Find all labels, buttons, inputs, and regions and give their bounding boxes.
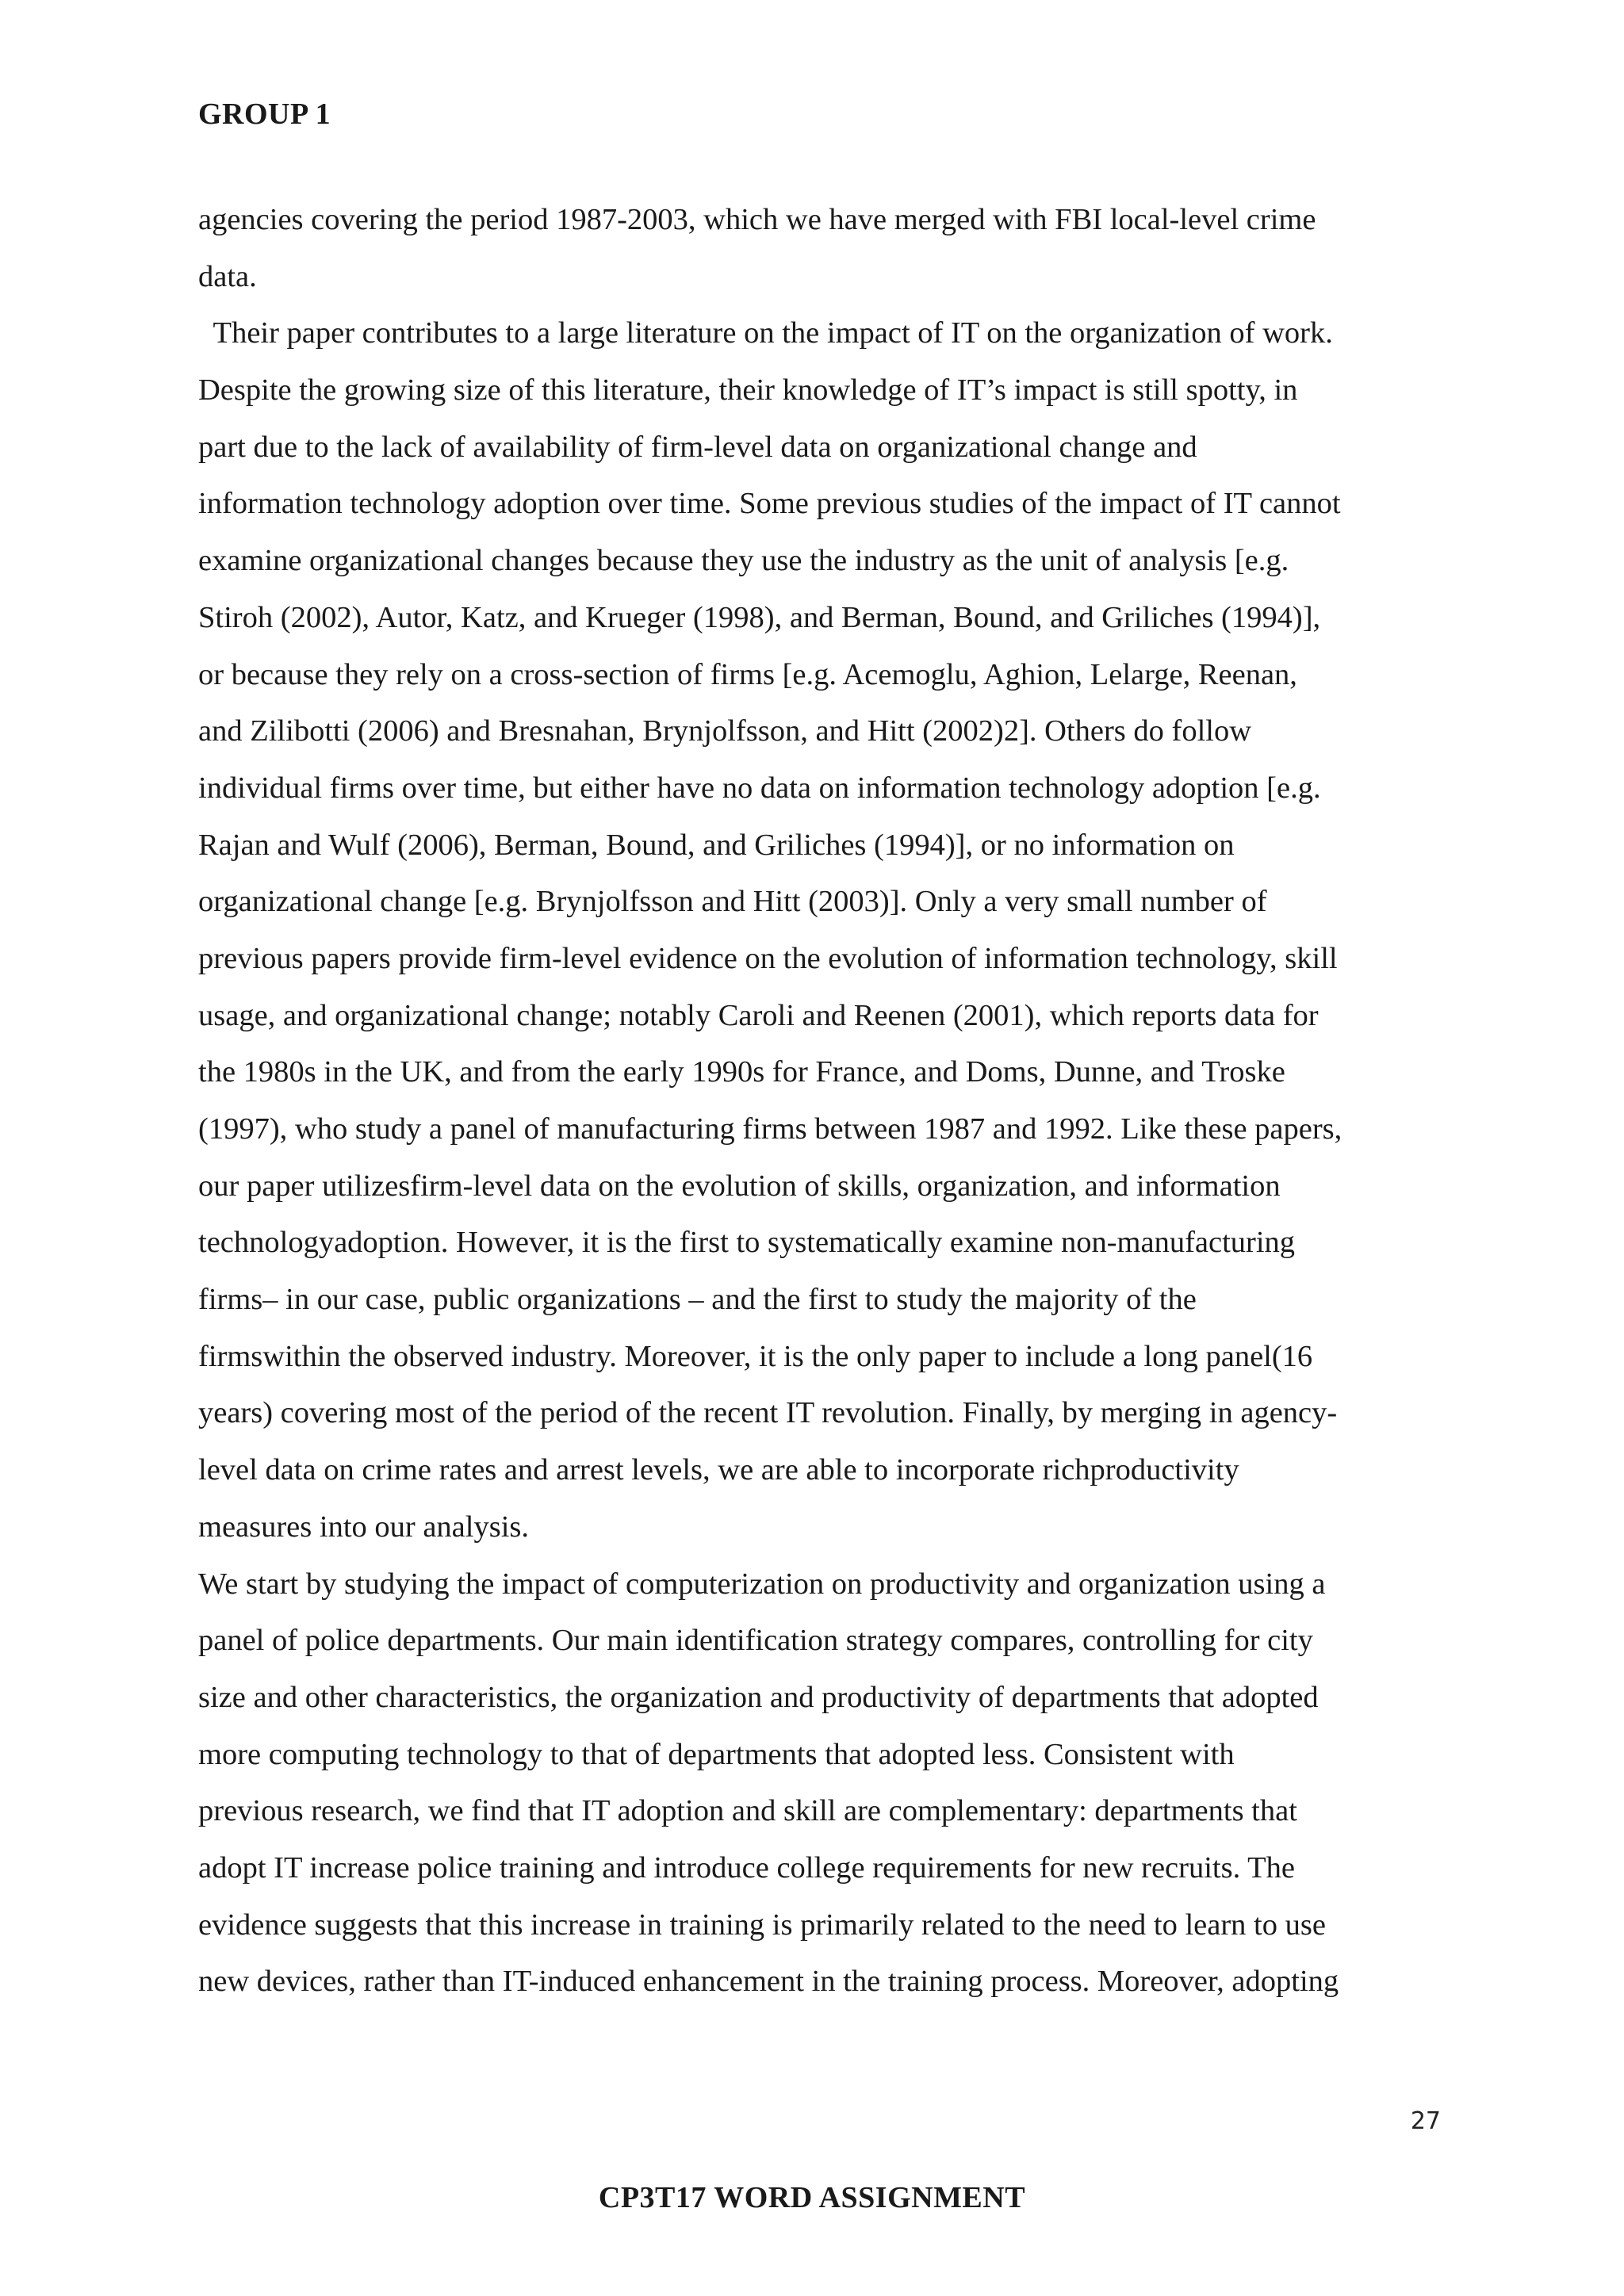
text-line: part due to the lack of availability of firm-level data on organizational change and: [198, 430, 1197, 464]
text-line: more computing technology to that of departments that adopted less. Consistent with: [198, 1737, 1235, 1771]
text-line: years) covering most of the period of the recent IT revolution. Finally, by merging in agency-: [198, 1396, 1338, 1430]
text-line: Rajan and Wulf (2006), Berman, Bound, and Griliches (1994)], or no information on: [198, 828, 1235, 862]
text-line: measures into our analysis.: [198, 1510, 529, 1544]
footer-title: CP3T17 WORD ASSIGNMENT: [598, 2181, 1026, 2214]
text-line: previous research, we find that IT adoption and skill are complementary: departments that: [198, 1794, 1297, 1828]
text-line: size and other characteristics, the organization and productivity of departments that adopted: [198, 1680, 1319, 1714]
text-line: Despite the growing size of this literature, their knowledge of IT’s impact is still spotty, in: [198, 373, 1298, 408]
text-line: agencies covering the period 1987-2003, which we have merged with FBI local-level crime: [198, 203, 1316, 236]
text-line: the 1980s in the UK, and from the early 1990s for France, and Doms, Dunne, and Troske: [198, 1055, 1285, 1089]
text-line: Stiroh (2002), Autor, Katz, and Krueger (1998), and Berman, Bound, and Griliches (1994)],: [198, 600, 1321, 634]
text-line: firms– in our case, public organizations – and the first to study the majority of the: [198, 1283, 1197, 1317]
text-line: data.: [198, 259, 257, 293]
text-line: level data on crime rates and arrest levels, we are able to incorporate richproductivity: [198, 1453, 1239, 1487]
text-line: individual firms over time, but either have no data on information technology adoption [e.g.: [198, 771, 1321, 805]
text-line: or because they rely on a cross-section of firms [e.g. Acemoglu, Aghion, Lelarge, Reenan,: [198, 657, 1297, 691]
text-line: and Zilibotti (2006) and Bresnahan, Brynjolfsson, and Hitt (2002)2]. Others do follow: [198, 714, 1252, 748]
text-line: Their paper contributes to a large literature on the impact of IT on the organization of work.: [198, 316, 1333, 350]
text-line: panel of police departments. Our main identification strategy compares, controlling for city: [198, 1624, 1313, 1658]
body-text: [198, 192, 1442, 2011]
text-line: evidence suggests that this increase in training is primarily related to the need to learn to use: [198, 1908, 1326, 1942]
text-line: firmswithin the observed industry. Moreover, it is the only paper to include a long panel(16: [198, 1339, 1313, 1373]
text-line: examine organizational changes because they use the industry as the unit of analysis [e.g.: [198, 544, 1289, 578]
text-line: information technology adoption over time. Some previous studies of the impact of IT cannot: [198, 487, 1341, 521]
text-line: adopt IT increase police training and introduce college requirements for new recruits. The: [198, 1850, 1295, 1885]
text-line: organizational change [e.g. Brynjolfsson and Hitt (2003)]. Only a very small number of: [198, 885, 1267, 919]
text-line: usage, and organizational change; notably Caroli and Reenen (2001), which reports data for: [198, 998, 1319, 1032]
text-line: previous papers provide firm-level evidence on the evolution of information technology, skill: [198, 941, 1338, 975]
text-line: technologyadoption. However, it is the first to systematically examine non-manufacturing: [198, 1226, 1296, 1260]
page-number: 27: [1410, 2107, 1441, 2135]
text-line: (1997), who study a panel of manufacturing firms between 1987 and 1992. Like these papers,: [198, 1112, 1342, 1146]
text-line: We start by studying the impact of computerization on productivity and organization using a: [198, 1567, 1326, 1601]
text-line: our paper utilizesfirm-level data on the evolution of skills, organization, and information: [198, 1169, 1281, 1203]
header-title: GROUP 1: [198, 98, 331, 131]
text-line: new devices, rather than IT-induced enhancement in the training process. Moreover, adopting: [198, 1965, 1339, 1999]
